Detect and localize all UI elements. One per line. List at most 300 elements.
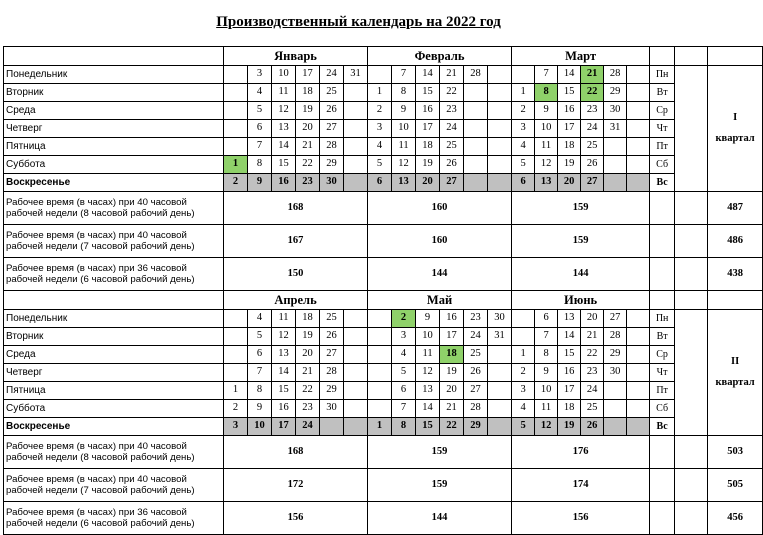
quarter-total: 487: [708, 192, 763, 225]
day-cell: 18: [558, 400, 581, 418]
day-cell: 24: [440, 120, 464, 138]
day-cell: [344, 174, 368, 192]
day-cell: 27: [320, 120, 344, 138]
day-cell: [512, 310, 535, 328]
day-cell: [224, 364, 248, 382]
day-cell: 31: [604, 120, 627, 138]
day-cell: [368, 66, 392, 84]
day-cell: 14: [558, 328, 581, 346]
day-cell: 2: [224, 400, 248, 418]
weekday-abbr: Вс: [650, 174, 675, 192]
day-cell: [627, 418, 650, 436]
hours-row: [4, 502, 763, 535]
day-cell: [224, 346, 248, 364]
weekday-row: [4, 120, 763, 138]
quarter-label-spacer: [675, 66, 708, 192]
day-cell: 8: [535, 84, 558, 102]
month-header-row: [4, 291, 763, 310]
day-cell: 20: [416, 174, 440, 192]
production-calendar-table: [3, 46, 763, 535]
day-cell: 26: [320, 328, 344, 346]
day-cell: 21: [581, 328, 604, 346]
quarter-total: 503: [708, 436, 763, 469]
day-cell: 9: [248, 400, 272, 418]
day-cell: 4: [512, 400, 535, 418]
month-hours: 144: [368, 258, 512, 291]
day-cell: 25: [440, 138, 464, 156]
day-cell: 7: [392, 400, 416, 418]
day-cell: 24: [320, 66, 344, 84]
day-cell: 22: [296, 156, 320, 174]
header-blank-cell: [4, 291, 224, 310]
day-cell: 12: [416, 364, 440, 382]
header-blank-cell: [708, 47, 763, 66]
day-cell: 21: [296, 364, 320, 382]
day-cell: 24: [464, 328, 488, 346]
day-cell: [464, 102, 488, 120]
hours-label: Рабочее время (в часах) при 40 часовой рабочей недели (8 часовой рабочий день): [4, 436, 224, 469]
day-cell: 20: [296, 120, 320, 138]
day-cell: 22: [440, 418, 464, 436]
day-cell: [488, 382, 512, 400]
weekday-label: Пятница: [4, 138, 224, 156]
day-cell: [488, 418, 512, 436]
day-cell: 19: [296, 328, 320, 346]
day-cell: 26: [440, 156, 464, 174]
day-cell: 2: [512, 364, 535, 382]
day-cell: 21: [440, 400, 464, 418]
day-cell: 20: [558, 174, 581, 192]
weekday-row: [4, 84, 763, 102]
hours-row: [4, 192, 763, 225]
day-cell: 23: [464, 310, 488, 328]
day-cell: 9: [535, 102, 558, 120]
month-name: Июнь: [512, 291, 650, 310]
day-cell: 20: [581, 310, 604, 328]
hours-label: Рабочее время (в часах) при 36 часовой рабочей недели (6 часовой рабочий день): [4, 258, 224, 291]
day-cell: [368, 400, 392, 418]
weekday-row: [4, 346, 763, 364]
weekday-abbr: Пн: [650, 66, 675, 84]
day-cell: 5: [512, 156, 535, 174]
hours-row: [4, 258, 763, 291]
day-cell: [604, 174, 627, 192]
day-cell: 2: [392, 310, 416, 328]
hours-row: [4, 469, 763, 502]
day-cell: 29: [320, 382, 344, 400]
weekday-label: Вторник: [4, 84, 224, 102]
day-cell: 29: [320, 156, 344, 174]
day-cell: [344, 346, 368, 364]
day-cell: 14: [416, 400, 440, 418]
weekday-abbr: Ср: [650, 102, 675, 120]
hours-label: Рабочее время (в часах) при 40 часовой рабочей недели (7 часовой рабочий день): [4, 225, 224, 258]
day-cell: 27: [320, 346, 344, 364]
day-cell: 23: [440, 102, 464, 120]
hours-spacer: [675, 436, 708, 469]
month-hours: 168: [224, 192, 368, 225]
day-cell: 27: [464, 382, 488, 400]
day-cell: 15: [558, 84, 581, 102]
day-cell: [488, 120, 512, 138]
day-cell: 26: [464, 364, 488, 382]
month-hours: 144: [512, 258, 650, 291]
day-cell: 25: [464, 346, 488, 364]
day-cell: [627, 310, 650, 328]
month-hours: 172: [224, 469, 368, 502]
hours-spacer: [650, 258, 675, 291]
weekday-row: [4, 174, 763, 192]
day-cell: 2: [224, 174, 248, 192]
day-cell: 5: [248, 328, 272, 346]
day-cell: 7: [248, 138, 272, 156]
day-cell: 16: [272, 174, 296, 192]
day-cell: [604, 418, 627, 436]
day-cell: [627, 156, 650, 174]
day-cell: 4: [512, 138, 535, 156]
day-cell: 20: [440, 382, 464, 400]
header-blank-cell: [675, 291, 708, 310]
day-cell: 17: [296, 66, 320, 84]
day-cell: [224, 138, 248, 156]
day-cell: 2: [368, 102, 392, 120]
day-cell: [488, 346, 512, 364]
day-cell: 10: [416, 328, 440, 346]
day-cell: [488, 156, 512, 174]
hours-spacer: [675, 469, 708, 502]
hours-row: [4, 436, 763, 469]
weekday-abbr: Пн: [650, 310, 675, 328]
day-cell: 6: [392, 382, 416, 400]
day-cell: [488, 84, 512, 102]
day-cell: 6: [368, 174, 392, 192]
day-cell: [627, 364, 650, 382]
day-cell: 30: [604, 102, 627, 120]
day-cell: 5: [392, 364, 416, 382]
day-cell: [344, 156, 368, 174]
day-cell: 18: [558, 138, 581, 156]
month-hours: 167: [224, 225, 368, 258]
day-cell: [464, 84, 488, 102]
weekday-label: Четверг: [4, 364, 224, 382]
day-cell: 28: [464, 400, 488, 418]
day-cell: 5: [512, 418, 535, 436]
day-cell: 13: [558, 310, 581, 328]
day-cell: 23: [581, 364, 604, 382]
weekday-abbr: Ср: [650, 346, 675, 364]
day-cell: [344, 84, 368, 102]
weekday-row: [4, 156, 763, 174]
day-cell: 17: [416, 120, 440, 138]
hours-spacer: [675, 192, 708, 225]
day-cell: 9: [416, 310, 440, 328]
hours-row: [4, 225, 763, 258]
weekday-label: Суббота: [4, 400, 224, 418]
header-blank-cell: [650, 47, 675, 66]
day-cell: 24: [581, 120, 604, 138]
day-cell: 19: [296, 102, 320, 120]
weekday-abbr: Вт: [650, 328, 675, 346]
day-cell: 10: [248, 418, 272, 436]
day-cell: [224, 102, 248, 120]
month-name: Март: [512, 47, 650, 66]
day-cell: 8: [392, 84, 416, 102]
day-cell: 25: [581, 400, 604, 418]
day-cell: 9: [392, 102, 416, 120]
day-cell: 25: [320, 84, 344, 102]
day-cell: [344, 382, 368, 400]
quarter-word: квартал: [715, 376, 755, 388]
day-cell: 18: [440, 346, 464, 364]
day-cell: [320, 418, 344, 436]
quarter-number: II: [731, 356, 740, 367]
weekday-label: Пятница: [4, 382, 224, 400]
weekday-label: Среда: [4, 346, 224, 364]
day-cell: [604, 138, 627, 156]
day-cell: [488, 174, 512, 192]
day-cell: 17: [558, 120, 581, 138]
day-cell: 3: [512, 120, 535, 138]
day-cell: 13: [272, 120, 296, 138]
day-cell: 6: [512, 174, 535, 192]
month-hours: 156: [512, 502, 650, 535]
day-cell: 27: [440, 174, 464, 192]
day-cell: 12: [392, 156, 416, 174]
day-cell: 22: [440, 84, 464, 102]
day-cell: [368, 364, 392, 382]
day-cell: [488, 364, 512, 382]
day-cell: 11: [272, 310, 296, 328]
month-name: Февраль: [368, 47, 512, 66]
day-cell: [512, 66, 535, 84]
day-cell: [488, 102, 512, 120]
day-cell: 11: [392, 138, 416, 156]
day-cell: [464, 120, 488, 138]
hours-label: Рабочее время (в часах) при 40 часовой рабочей недели (8 часовой рабочий день): [4, 192, 224, 225]
day-cell: 29: [604, 346, 627, 364]
day-cell: 12: [272, 102, 296, 120]
weekday-row: [4, 382, 763, 400]
day-cell: 7: [535, 66, 558, 84]
day-cell: [344, 418, 368, 436]
day-cell: 13: [416, 382, 440, 400]
month-name: Май: [368, 291, 512, 310]
day-cell: 26: [581, 156, 604, 174]
weekday-abbr: Чт: [650, 364, 675, 382]
day-cell: [627, 84, 650, 102]
month-hours: 159: [368, 469, 512, 502]
day-cell: 19: [440, 364, 464, 382]
day-cell: [368, 310, 392, 328]
day-cell: 9: [535, 364, 558, 382]
hours-spacer: [650, 225, 675, 258]
day-cell: 4: [248, 84, 272, 102]
day-cell: 3: [248, 66, 272, 84]
day-cell: 25: [320, 310, 344, 328]
day-cell: [464, 138, 488, 156]
month-hours: 144: [368, 502, 512, 535]
weekday-row: [4, 102, 763, 120]
quarter-total: 456: [708, 502, 763, 535]
day-cell: 23: [296, 400, 320, 418]
day-cell: 3: [368, 120, 392, 138]
day-cell: 5: [248, 102, 272, 120]
day-cell: 13: [392, 174, 416, 192]
weekday-label: Четверг: [4, 120, 224, 138]
day-cell: 9: [248, 174, 272, 192]
day-cell: 28: [604, 328, 627, 346]
day-cell: [627, 66, 650, 84]
day-cell: 28: [464, 66, 488, 84]
day-cell: [488, 138, 512, 156]
day-cell: [224, 310, 248, 328]
hours-label: Рабочее время (в часах) при 36 часовой рабочей недели (6 часовой рабочий день): [4, 502, 224, 535]
month-hours: 160: [368, 192, 512, 225]
day-cell: 6: [248, 120, 272, 138]
day-cell: [368, 346, 392, 364]
day-cell: 3: [512, 382, 535, 400]
weekday-abbr: Сб: [650, 400, 675, 418]
weekday-abbr: Вс: [650, 418, 675, 436]
day-cell: 29: [464, 418, 488, 436]
weekday-label: Понедельник: [4, 310, 224, 328]
weekday-row: [4, 328, 763, 346]
day-cell: 23: [581, 102, 604, 120]
day-cell: [627, 328, 650, 346]
header-blank-cell: [675, 47, 708, 66]
day-cell: 7: [248, 364, 272, 382]
day-cell: 22: [581, 84, 604, 102]
day-cell: 1: [512, 84, 535, 102]
weekday-row: [4, 138, 763, 156]
day-cell: 19: [416, 156, 440, 174]
day-cell: 25: [581, 138, 604, 156]
weekday-abbr: Пт: [650, 382, 675, 400]
day-cell: [627, 120, 650, 138]
month-hours: 159: [512, 225, 650, 258]
day-cell: 2: [512, 102, 535, 120]
day-cell: 10: [535, 120, 558, 138]
hours-spacer: [650, 436, 675, 469]
day-cell: 27: [581, 174, 604, 192]
weekday-row: [4, 310, 763, 328]
quarter-total: 486: [708, 225, 763, 258]
day-cell: 11: [272, 84, 296, 102]
header-blank-cell: [4, 47, 224, 66]
quarter-label-spacer: [675, 310, 708, 436]
day-cell: 4: [248, 310, 272, 328]
day-cell: 20: [296, 346, 320, 364]
day-cell: [344, 138, 368, 156]
day-cell: 21: [440, 66, 464, 84]
day-cell: [627, 346, 650, 364]
day-cell: 30: [320, 174, 344, 192]
day-cell: 19: [558, 156, 581, 174]
day-cell: [627, 138, 650, 156]
month-hours: 150: [224, 258, 368, 291]
day-cell: 1: [512, 346, 535, 364]
day-cell: 27: [604, 310, 627, 328]
day-cell: 13: [272, 346, 296, 364]
month-hours: 159: [368, 436, 512, 469]
day-cell: 13: [535, 174, 558, 192]
day-cell: 17: [558, 382, 581, 400]
hours-spacer: [650, 469, 675, 502]
day-cell: 12: [535, 156, 558, 174]
day-cell: 1: [368, 84, 392, 102]
day-cell: 17: [440, 328, 464, 346]
day-cell: [627, 400, 650, 418]
weekday-label: Воскресенье: [4, 418, 224, 436]
weekday-row: [4, 364, 763, 382]
day-cell: [344, 364, 368, 382]
quarter-number: I: [733, 112, 738, 123]
day-cell: 15: [272, 382, 296, 400]
day-cell: 10: [392, 120, 416, 138]
weekday-abbr: Вт: [650, 84, 675, 102]
day-cell: 26: [581, 418, 604, 436]
day-cell: [224, 84, 248, 102]
month-hours: 168: [224, 436, 368, 469]
day-cell: 12: [272, 328, 296, 346]
day-cell: 3: [392, 328, 416, 346]
day-cell: 5: [368, 156, 392, 174]
hours-label: Рабочее время (в часах) при 40 часовой рабочей недели (7 часовой рабочий день): [4, 469, 224, 502]
quarter-total: 438: [708, 258, 763, 291]
day-cell: 11: [416, 346, 440, 364]
day-cell: [627, 174, 650, 192]
month-hours: 174: [512, 469, 650, 502]
day-cell: 18: [296, 310, 320, 328]
weekday-label: Воскресенье: [4, 174, 224, 192]
day-cell: 15: [558, 346, 581, 364]
day-cell: 11: [535, 138, 558, 156]
month-hours: 156: [224, 502, 368, 535]
day-cell: 23: [296, 174, 320, 192]
weekday-row: [4, 66, 763, 84]
day-cell: [604, 382, 627, 400]
day-cell: [344, 328, 368, 346]
day-cell: [604, 400, 627, 418]
day-cell: 8: [248, 156, 272, 174]
weekday-abbr: Сб: [650, 156, 675, 174]
quarter-total: 505: [708, 469, 763, 502]
day-cell: [344, 102, 368, 120]
day-cell: 17: [272, 418, 296, 436]
day-cell: [224, 120, 248, 138]
month-header-row: [4, 47, 763, 66]
day-cell: 16: [440, 310, 464, 328]
day-cell: [368, 382, 392, 400]
day-cell: 1: [368, 418, 392, 436]
day-cell: 14: [558, 66, 581, 84]
day-cell: 7: [535, 328, 558, 346]
day-cell: 18: [296, 84, 320, 102]
month-hours: 160: [368, 225, 512, 258]
weekday-row: [4, 400, 763, 418]
day-cell: 1: [224, 382, 248, 400]
day-cell: [368, 328, 392, 346]
day-cell: 22: [296, 382, 320, 400]
weekday-abbr: Пт: [650, 138, 675, 156]
hours-spacer: [675, 502, 708, 535]
day-cell: 22: [581, 346, 604, 364]
hours-spacer: [650, 502, 675, 535]
day-cell: 31: [344, 66, 368, 84]
page-title: Производственный календарь на 2022 год: [216, 14, 501, 30]
day-cell: 14: [416, 66, 440, 84]
month-hours: 176: [512, 436, 650, 469]
